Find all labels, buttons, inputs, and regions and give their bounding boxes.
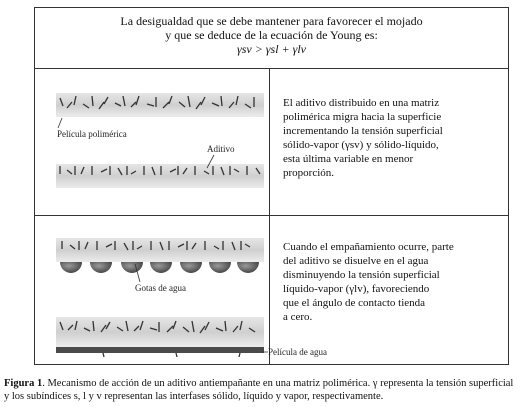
polymer-film-with-water <box>56 317 264 347</box>
figure-caption <box>4 377 514 403</box>
panel2-line: que el ángulo de contacto tienda <box>283 297 426 309</box>
water-drops <box>60 262 259 273</box>
panel2-line: Cuando el empañamiento ocurre, parte <box>283 241 454 253</box>
label-water-film: Película de agua <box>268 347 327 357</box>
polymer-film-with-drops <box>56 238 264 262</box>
polymer-film-top <box>56 93 264 117</box>
caption-text: . Mecanismo de acción de un aditivo antiempañante en una matriz polimérica. γ representa la tensión superficial y los subíndices s, l y v representan las interfases sólido, líquido y vapor, respectivamente. <box>4 378 514 402</box>
panel1-line: El aditivo distribuido en una matriz <box>283 97 440 109</box>
panel2-line: líquido-vapor (γlv), favoreciendo <box>283 283 430 295</box>
caption-label: Figura 1 <box>4 378 43 389</box>
label-polymer-film: Película polimérica <box>57 129 127 139</box>
young-inequality: γsv > γsl + γlv <box>236 42 307 56</box>
panel1-description <box>283 96 503 180</box>
label-additive: Aditivo <box>207 144 235 154</box>
label-pointers <box>58 118 268 352</box>
panel2-line: a cero. <box>283 311 313 323</box>
polymer-film-migrated <box>56 164 264 188</box>
panel2-line: disminuyendo la tensión superficial <box>283 269 440 281</box>
label-water-drops: Gotas de agua <box>135 283 186 293</box>
panel1-line: polimérica migra hacia la superficie <box>283 111 442 123</box>
panel1-line: esta última variable en menor <box>283 153 414 165</box>
panel1-line: proporción. <box>283 167 335 179</box>
panel2-line: del aditivo se disuelve en el agua <box>283 255 429 267</box>
water-film <box>56 347 264 353</box>
panel1-line: sólido-vapor (γsv) y sólido-líquido, <box>283 139 439 151</box>
panel2-description <box>283 240 505 324</box>
header-line-2: y que se deduce de la ecuación de Young es: <box>165 28 378 42</box>
header-line-1: La desigualdad que se debe mantener para favorecer el mojado <box>120 14 423 28</box>
panel1-line: incrementando la tensión superficial <box>283 125 443 137</box>
